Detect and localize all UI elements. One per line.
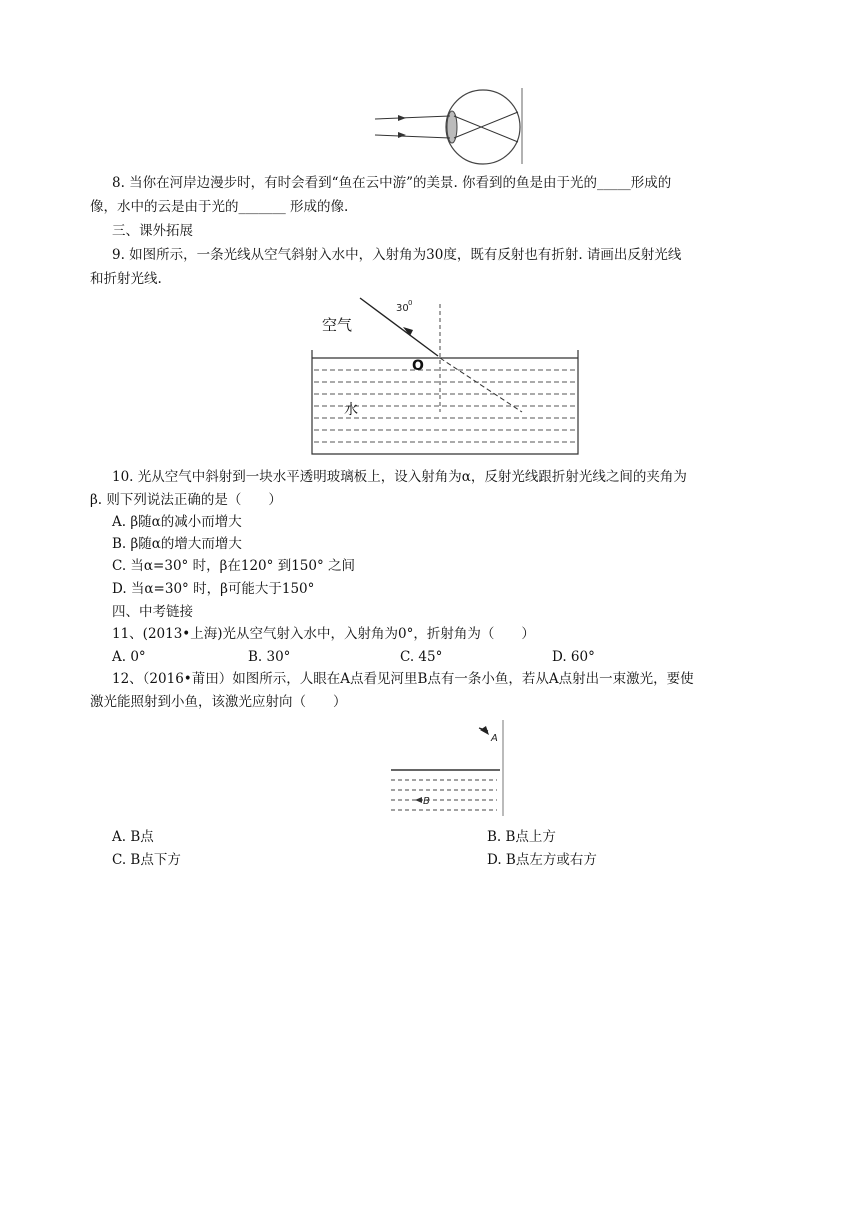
q11-stem: 11、(2013•上海)光从空气射入水中，入射角为0°，折射角为（ ） <box>112 626 535 642</box>
eye-diagram <box>370 86 530 166</box>
section-4-heading: 四、中考链接 <box>112 604 193 620</box>
q12-option-d: D. B点左方或右方 <box>487 852 597 868</box>
q12-line2: 激光能照射到小鱼，该激光应射向（ ） <box>90 694 347 710</box>
refraction-diagram <box>300 290 590 460</box>
q10-option-a: A. β随α的减小而增大 <box>112 514 242 530</box>
air-label: 空气 <box>322 316 353 334</box>
point-o-label: O <box>412 358 424 374</box>
q11-option-a: A. 0° <box>112 649 146 665</box>
q10-line2: β. 则下列说法正确的是（ ） <box>90 492 282 508</box>
section-3-heading: 三、课外拓展 <box>112 223 193 239</box>
q11-option-d: D. 60° <box>552 649 595 665</box>
q9-line1: 9. 如图所示，一条光线从空气斜射入水中，入射角为30度，既有反射也有折射. 请画出反射光线 <box>112 247 682 263</box>
q8-line1: 8. 当你在河岸边漫步时，有时会看到“鱼在云中游”的美景. 你看到的鱼是由于光的_____形成的 <box>112 175 672 191</box>
q10-option-c: C. 当α=30° 时，β在120° 到150° 之间 <box>112 558 355 574</box>
q11-option-b: B. 30° <box>248 649 291 665</box>
q10-option-d: D. 当α=30° 时，β可能大于150° <box>112 581 315 597</box>
q11-option-c: C. 45° <box>400 649 443 665</box>
q12-option-a: A. B点 <box>112 829 154 845</box>
angle-label: 30 <box>396 303 409 314</box>
river-diagram <box>385 718 510 820</box>
q12-line1: 12、（2016•莆田）如图所示，人眼在A点看见河里B点有一条小鱼，若从A点射出一束激光，要使 <box>112 671 694 687</box>
water-label: 水 <box>344 402 358 418</box>
q12-option-c: C. B点下方 <box>112 852 181 868</box>
label-a: A <box>491 733 498 744</box>
q10-option-b: B. β随α的增大而增大 <box>112 536 242 552</box>
q12-option-b: B. B点上方 <box>487 829 556 845</box>
q8-line2: 像，水中的云是由于光的_______ 形成的像. <box>90 199 349 215</box>
label-b: B <box>423 796 430 807</box>
q10-line1: 10. 光从空气中斜射到一块水平透明玻璃板上，设入射角为α，反射光线跟折射光线之间的夹角为 <box>112 469 687 485</box>
angle-label-sup: 0 <box>408 299 413 307</box>
q9-line2: 和折射光线. <box>90 271 162 287</box>
